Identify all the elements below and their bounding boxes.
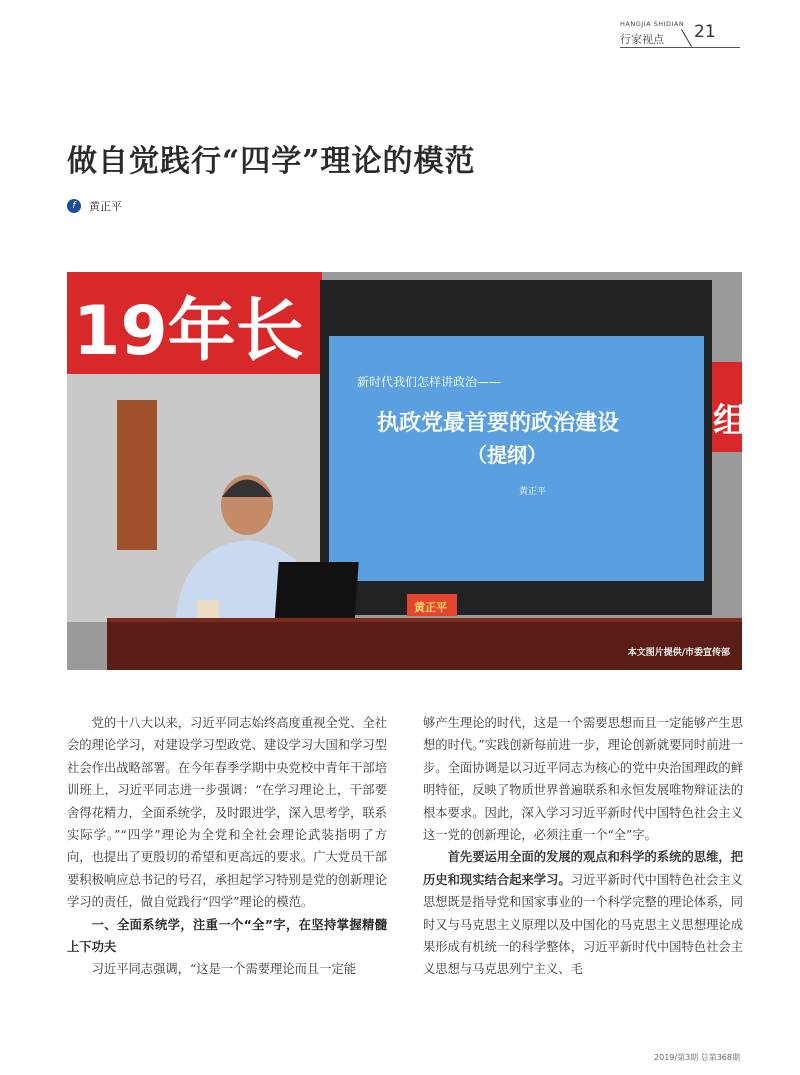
column-name: 行家视点 (620, 33, 664, 46)
screen-line2: 执政党最首要的政治建设 (377, 411, 620, 436)
screen-name: 黄正平 (519, 487, 547, 497)
article-title: 做自觉践行“四学”理论的模范 (67, 144, 476, 179)
screen-line3: （提纲） (467, 443, 547, 467)
column-pinyin: HANGJIA SHIDIAN (620, 20, 685, 28)
author-name: 黄正平 (89, 200, 122, 213)
laptop (275, 562, 359, 622)
header-divider (681, 29, 692, 47)
paragraph: 党的十八大以来，习近平同志始终高度重视全党、全社会的理论学习，对建设学习型政党、建设学习大国和学习型社会作出战略部署。在今年春季学期中央党校中青年干部培训班上，习近平同志进一步强调：“在学习理论上，干部要舍得花精力，全面系统学，及时跟进学，深入思考学，联系实际学。”“四学”理论为全党和全社会理论武装指明了方向，也提出了更殷切的希望和更高远的要求。广大党员干部要积极响应总书记的号召，承担起学习特别是党的创新理论学习的责任，做自觉践行“四学”理论的模范。 (67, 716, 387, 910)
section-heading: 一、全面系统学，注重一个“全”字，在坚持掌握精髓上下功夫 (67, 917, 387, 955)
author-line (67, 198, 122, 214)
emphasis-text: 首先要运用全面的发展的观点和科学的系统的思维，把历史和现实结合起来学习。 (423, 849, 743, 887)
paragraph-text: 习近平新时代中国特色社会主义思想既是指导党和国家事业的一个科学完整的理论体系，同时又与马克思主义原理以及中国化的马克思主义思想理论成果形成有机统一的科学整体，习近平新时代中国特色社会主义思想与马克思列宁主义、毛 (423, 872, 743, 977)
banner-text: 19年长 (73, 292, 304, 371)
text-column-right (423, 712, 743, 981)
paragraph: 习近平同志强调，“这是一个需要理论而且一定能 (91, 962, 357, 977)
issue-footer: 2019/第3期 总第368期 (654, 1053, 740, 1062)
header-underline (620, 47, 740, 48)
photo-scene (67, 272, 747, 670)
nameplate-text: 黄正平 (414, 601, 447, 614)
page-number: 21 (694, 22, 716, 42)
paragraph: 够产生理论的时代，这是一个需要思想而且一定能够产生思想的时代。”实践创新每前进一步，理论创新就要同时前进一步。全面协调是以习近平同志为核心的党中央治国理政的鲜明特征，反映了物质世界普遍联系和永恒发展唯物辩证法的根本要求。因此，深入学习习近平新时代中国特色社会主义这一党的创新理论，必须注重一个“全”字。 (423, 716, 743, 843)
page-header (620, 20, 740, 50)
paragraph (423, 846, 743, 980)
text-column-left (67, 712, 387, 981)
article-photo (67, 272, 747, 670)
author-badge-icon: f (67, 199, 81, 213)
banner-right-text: 组 (713, 401, 747, 441)
screen-line1: 新时代我们怎样讲政治—— (357, 375, 502, 389)
photo-caption: 本文图片提供/市委宣传部 (627, 648, 730, 658)
